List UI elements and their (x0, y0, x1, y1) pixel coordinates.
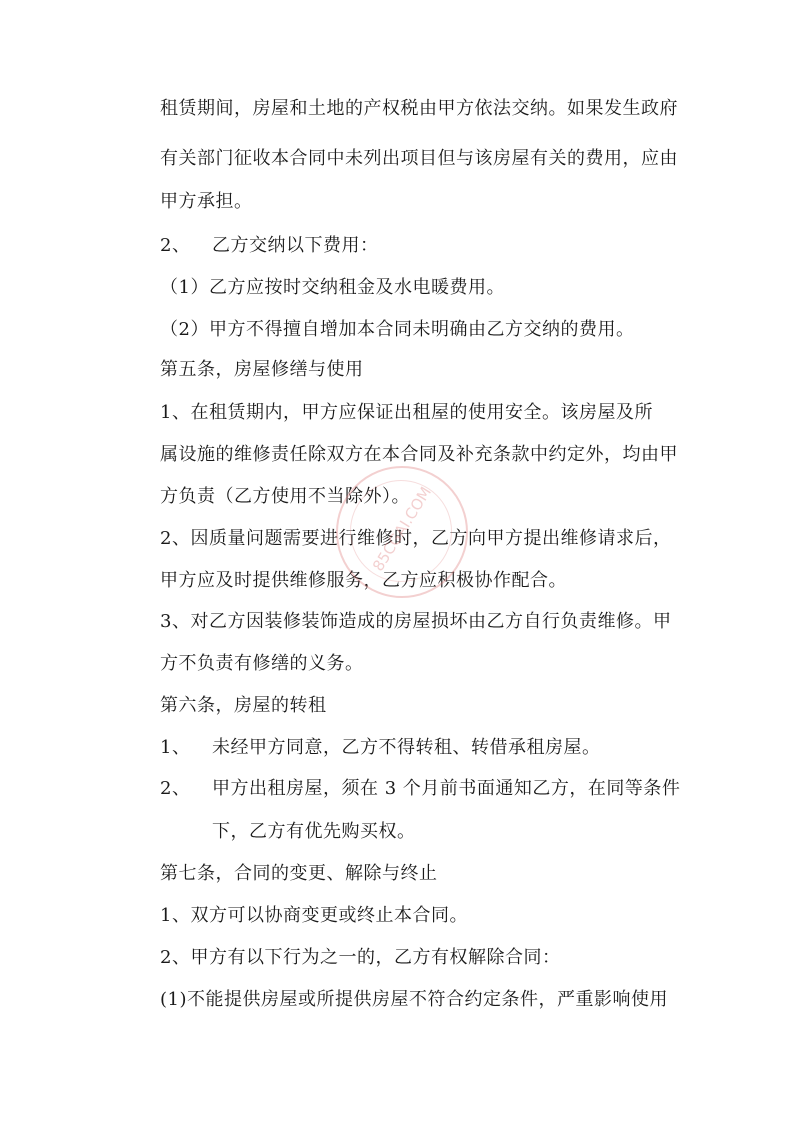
text-line: 有关部门征收本合同中未列出项目但与该房屋有关的费用，应由 (160, 148, 678, 169)
text-line: 甲方承担。 (160, 191, 253, 212)
list-item (160, 777, 680, 801)
text-line: 1、双方可以协商变更或终止本合同。 (160, 905, 468, 926)
text-line: 2、甲方有以下行为之一的，乙方有权解除合同： (160, 947, 561, 968)
text-line: (1)不能提供房屋或所提供房屋不符合约定条件，严重影响使用 (160, 989, 668, 1010)
text-line: 2、因质量问题需要进行维修时，乙方向甲方提出维修请求后， (160, 528, 672, 549)
section-heading: 第六条，房屋的转租 (160, 695, 327, 716)
text-line: 属设施的维修责任除双方在本合同及补充条款中约定外，均由甲 (160, 444, 678, 465)
list-item (160, 736, 601, 760)
list-number: 2、 (160, 778, 191, 799)
text-line: 1、在租赁期内，甲方应保证出租屋的使用安全。该房屋及所 (160, 402, 653, 423)
list-number: 2、 (160, 235, 191, 256)
list-text: 甲方出租房屋，须在 3 个月前书面通知乙方，在同等条件 (212, 778, 681, 799)
list-text: 未经甲方同意，乙方不得转租、转借承租房屋。 (212, 737, 601, 758)
text-line: 下，乙方有优先购买权。 (212, 821, 416, 842)
section-heading: 第五条，房屋修缮与使用 (160, 359, 364, 380)
text-line: （2）甲方不得擅自增加本合同未明确由乙方交纳的费用。 (160, 319, 635, 340)
list-number: 1、 (160, 737, 191, 758)
section-heading: 第七条，合同的变更、解除与终止 (160, 863, 438, 884)
text-line: 方负责（乙方使用不当除外）。 (160, 486, 410, 507)
watermark-text: 85CGAI.COM (368, 483, 436, 575)
text-line: （1）乙方应按时交纳租金及水电暖费用。 (160, 277, 505, 298)
text-line: 租赁期间，房屋和土地的产权税由甲方依法交纳。如果发生政府 (160, 98, 678, 119)
list-item (160, 234, 379, 258)
text-line: 3、对乙方因装修装饰造成的房屋损坏由乙方自行负责维修。甲 (160, 611, 672, 632)
list-text: 乙方交纳以下费用： (212, 235, 379, 256)
text-line: 甲方应及时提供维修服务，乙方应积极协作配合。 (160, 570, 567, 591)
text-line: 方不负责有修缮的义务。 (160, 653, 364, 674)
